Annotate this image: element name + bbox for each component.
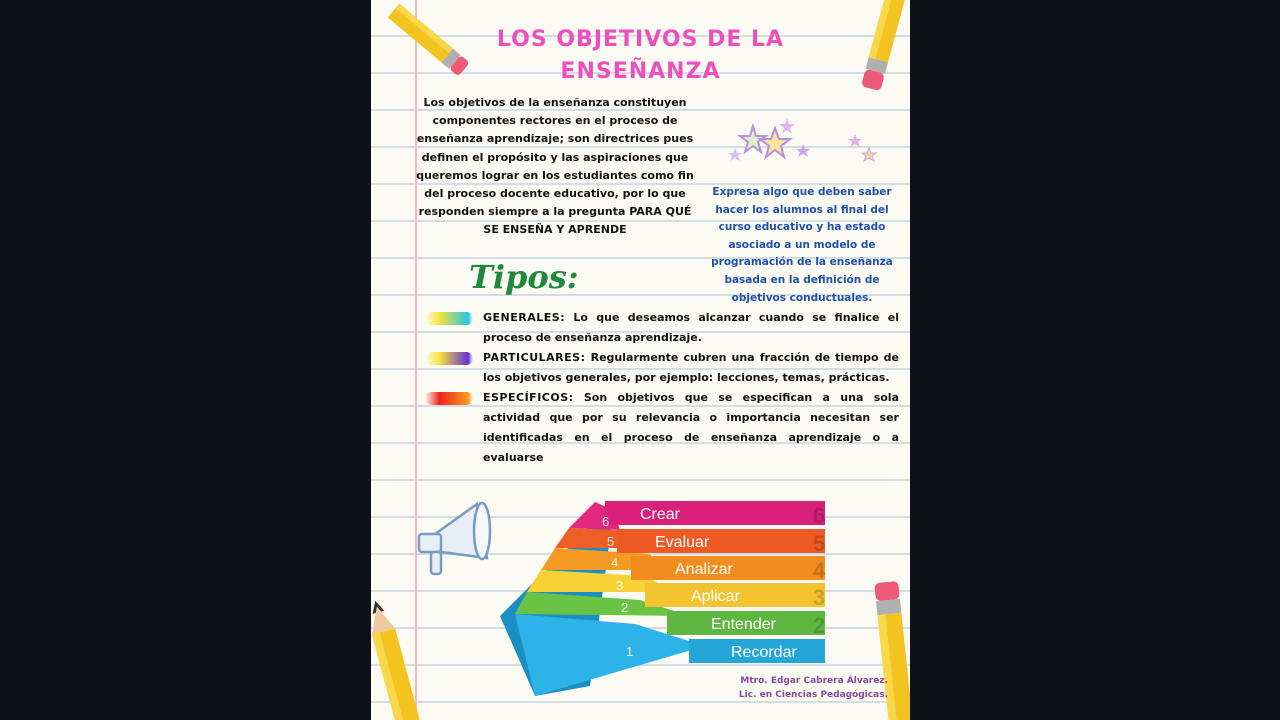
- pyramid-label-3: Aplicar: [691, 588, 740, 605]
- type-term: ESPECÍFICOS:: [483, 391, 574, 404]
- type-item-generales: [423, 308, 899, 348]
- title-line-1: LOS OBJETIVOS DE LA: [496, 27, 785, 52]
- poster-page: [371, 0, 910, 720]
- pyramid-band-6: [605, 501, 825, 525]
- type-item-especificos: [423, 388, 899, 468]
- stars-icon: [723, 114, 883, 168]
- intro-paragraph: [415, 94, 695, 240]
- types-list: [423, 308, 899, 468]
- pyramid-num-6: 6: [602, 514, 610, 529]
- pyramid-right-num-5: 5: [813, 531, 826, 556]
- intro-text: Los objetivos de la enseñanza constituyen componentes rectores en el proceso de enseñanza aprendizaje; son directrices pues definen el propósito y las aspiraciones que queremos lograr en los estudiantes como fin del proceso docente educativo, por lo que responden siempre a la pregunta: [416, 96, 694, 219]
- intro-highlight: PARA QUÉ SE ENSEÑA Y APRENDE: [483, 205, 692, 237]
- pyramid-num-5: 5: [607, 534, 615, 549]
- aside-note: Expresa algo que deben saber hacer los alumnos al final del curso educativo y ha estado asociado a un modelo de programación de la enseñanza basada en la definición de objetivos conductuales.: [711, 186, 893, 304]
- tipos-heading: Tipos:: [469, 258, 579, 296]
- type-text: Lo que deseamos alcanzar cuando se finalice el proceso de enseñanza aprendizaje.: [483, 311, 899, 344]
- brush-stroke-icon: [425, 352, 473, 365]
- page-title: [371, 24, 910, 88]
- pyramid-band-5: [617, 529, 825, 553]
- pyramid-label-4: Analizar: [675, 561, 733, 578]
- brush-stroke-icon: [425, 392, 473, 405]
- pyramid-right-num-6: 6: [813, 503, 826, 528]
- brush-stroke-icon: [425, 312, 473, 325]
- author-name: Mtro. Edgar Cabrera Álvarez.: [740, 676, 888, 686]
- author-degree: Lic. en Ciencias Pedagógicas.: [738, 690, 888, 700]
- title-line-2: ENSEÑANZA: [560, 59, 721, 84]
- pencil-icon: [371, 598, 431, 720]
- type-term: GENERALES:: [483, 311, 566, 324]
- type-text: Regularmente cubren una fracción de tiempo de los objetivos generales, por ejemplo: lecciones, temas, prácticas.: [483, 351, 899, 384]
- pyramid-label-5: Evaluar: [655, 534, 710, 551]
- pyramid-label-6: Crear: [640, 506, 681, 523]
- author-credit: [739, 674, 888, 702]
- pyramid-num-4: 4: [611, 555, 619, 570]
- pyramid-num-2: 2: [621, 600, 629, 615]
- pyramid-num-1: 1: [626, 644, 634, 659]
- pyramid-right-num-3: 3: [813, 585, 826, 610]
- pyramid-right-num-4: 4: [813, 558, 826, 583]
- pyramid-num-3: 3: [616, 578, 624, 593]
- type-text: Son objetivos que se especifican a una sola actividad que por su relevancia o importancia necesitan ser identificadas en el proceso de enseñanza aprendizaje o a evaluarse: [483, 391, 899, 464]
- pyramid-right-num-2: 2: [813, 613, 826, 638]
- pyramid-label-2: Entender: [711, 616, 776, 633]
- pyramid-label-1: Recordar: [731, 644, 797, 661]
- type-item-particulares: [423, 348, 899, 388]
- megaphone-icon: [415, 496, 505, 586]
- type-term: PARTICULARES:: [483, 351, 586, 364]
